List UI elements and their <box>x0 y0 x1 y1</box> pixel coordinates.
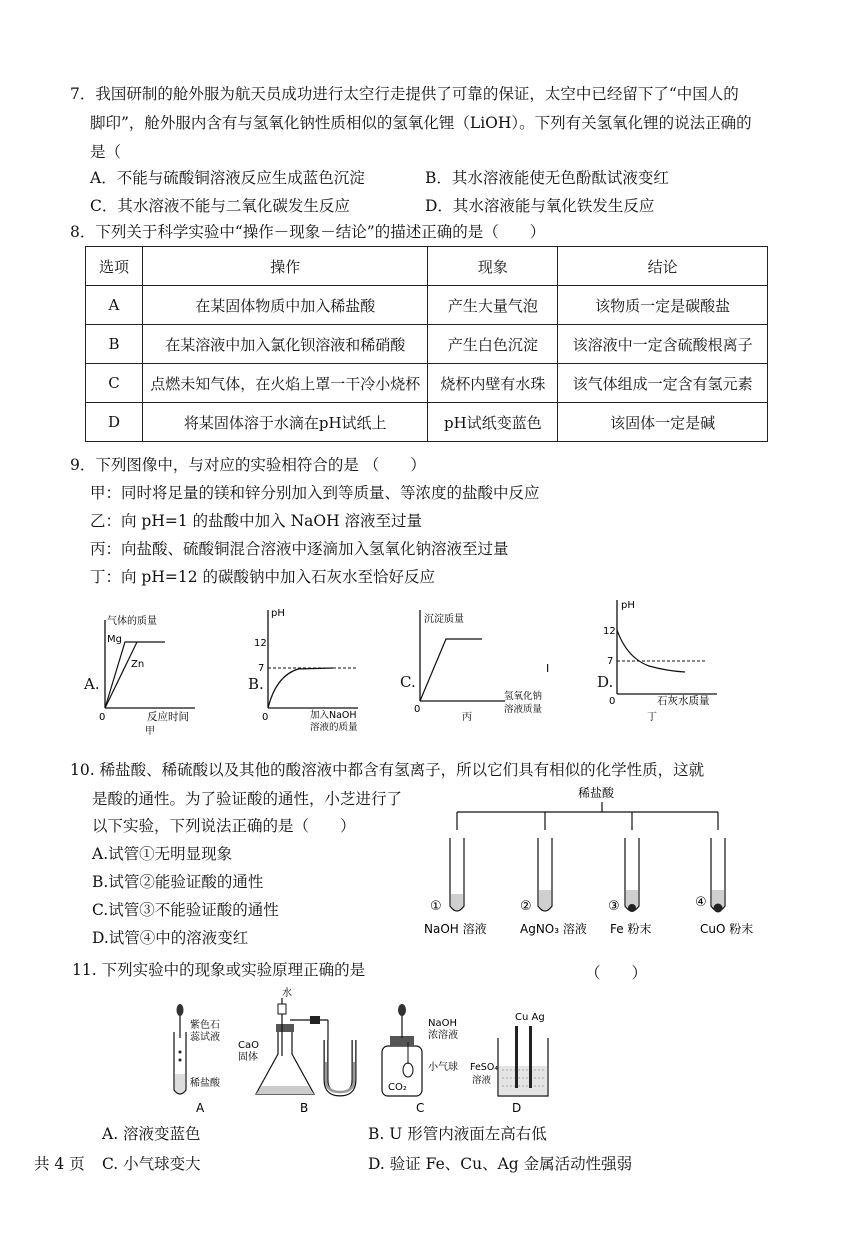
q7-option-c: C．其水溶液不能与二氧化碳发生反应 <box>90 197 350 215</box>
tube-2 <box>538 838 552 911</box>
graph-a-origin: 0 <box>99 712 106 723</box>
header-cell: 现象 <box>428 247 558 286</box>
letter-b: B <box>300 1101 309 1115</box>
graph-d-sub: 丁 <box>647 712 657 723</box>
header-cell: 结论 <box>558 247 768 286</box>
graph-c-ylabel: 沉淀质量 <box>424 614 464 625</box>
graph-c-letter: C. <box>400 673 416 691</box>
graph-a-xlabel: 反应时间 <box>147 711 189 723</box>
litmus-label-1: 紫色石 <box>190 1020 220 1031</box>
naoh-label-2: 浓溶液 <box>428 1030 458 1041</box>
q7-line3: 是（ <box>90 143 122 161</box>
feso4-label-2: 溶液 <box>472 1075 492 1086</box>
q11-paren: （ ） <box>585 964 648 982</box>
tube-num-2: ② <box>520 899 532 914</box>
q9-stem: 9．下列图像中，与对应的实验相符合的是 （ ） <box>70 456 426 474</box>
table-cell: D <box>86 403 143 442</box>
graph-d-ylabel: pH <box>621 600 635 611</box>
table-header-row <box>86 247 768 286</box>
table-row <box>86 286 768 325</box>
table-cell: 该溶液中一定含硫酸根离子 <box>558 325 768 364</box>
graph-b-xlabel2: 溶液的质量 <box>310 722 358 733</box>
graph-b-curve <box>268 668 333 708</box>
tube-label-3: Fe 粉末 <box>610 922 652 936</box>
q11-apparatus <box>150 990 570 1120</box>
q10-line1: 10. 稀盐酸、稀硫酸以及其他的酸溶液中都含有氢离子，所以它们具有相似的化学性质，这就 <box>70 761 705 779</box>
table-cell: B <box>86 325 143 364</box>
graph-b-letter: B. <box>248 675 264 693</box>
q10-apparatus <box>420 782 780 942</box>
table-row <box>86 325 768 364</box>
graph-d-letter: D. <box>597 673 614 691</box>
table-cell: 点燃未知气体，在火焰上罩一干冷小烧杯 <box>142 364 428 403</box>
graph-d-origin: 0 <box>609 696 616 707</box>
naoh-label-1: NaOH <box>428 1018 457 1029</box>
table-cell: pH试纸变蓝色 <box>428 403 558 442</box>
table-cell: A <box>86 286 143 325</box>
graph-a-letter: A. <box>84 675 100 693</box>
graph-c-sub: 丙 <box>462 712 472 723</box>
hcl-label: 稀盐酸 <box>190 1078 220 1089</box>
q10-option-b: B.试管②能验证酸的通性 <box>92 873 264 891</box>
graph-b-tick7: 7 <box>258 663 265 674</box>
graph-a-zn-line <box>105 642 137 708</box>
water-label: 水 <box>282 988 292 999</box>
q9-jia: 甲：同时将足量的镁和锌分别加入到等质量、等浓度的盐酸中反应 <box>90 484 540 502</box>
tube-4 <box>711 838 725 913</box>
q8-stem: 8．下列关于科学实验中“操作－现象－结论”的描述正确的是（ ） <box>70 223 546 241</box>
graph-a-mg-line <box>105 642 165 708</box>
q9-ding: 丁：向 pH=12 的碳酸钠中加入石灰水至恰好反应 <box>90 568 436 586</box>
graph-c-line <box>420 639 482 701</box>
q7-option-b: B．其水溶液能使无色酚酞试液变红 <box>425 169 669 187</box>
tube-num-4: ④ <box>695 895 707 910</box>
q9-yi: 乙：向 pH=1 的盐酸中加入 NaOH 溶液至过量 <box>90 512 423 530</box>
litmus-label-2: 蕊试液 <box>190 1032 220 1043</box>
graph-c-origin: 0 <box>414 704 421 715</box>
tube-label-2: AgNO₃ 溶液 <box>520 922 587 936</box>
graph-d-xlabel: 石灰水质量 <box>657 695 710 707</box>
graph-d-tick12: 12 <box>603 626 616 637</box>
table-cell: 产生大量气泡 <box>428 286 558 325</box>
q8-table <box>85 246 768 442</box>
tube-num-3: ③ <box>608 899 620 914</box>
balloon-label: 小气球 <box>428 1062 458 1073</box>
q11-option-d: D. 验证 Fe、Cu、Ag 金属活动性强弱 <box>368 1155 633 1173</box>
table-cell: 该固体一定是碱 <box>558 403 768 442</box>
graph-c-mark: I <box>546 662 550 675</box>
graph-c-xlabel1: 氢氧化钠 <box>504 691 543 702</box>
q10-option-a: A.试管①无明显现象 <box>92 845 233 863</box>
co2-label: CO₂ <box>388 1082 407 1093</box>
table-row <box>86 364 768 403</box>
q10-option-d: D.试管④中的溶液变红 <box>92 929 249 947</box>
header-cell: 操作 <box>142 247 428 286</box>
letter-c: C <box>416 1101 425 1115</box>
graph-a <box>95 612 205 737</box>
graph-b <box>254 606 368 733</box>
q11-option-b: B. U 形管内液面左高右低 <box>368 1125 547 1143</box>
header-cell: 选项 <box>86 247 143 286</box>
graph-a-mg-label: Mg <box>107 634 122 645</box>
q10-option-c: C.试管③不能验证酸的通性 <box>92 901 279 919</box>
tube-3 <box>625 838 639 912</box>
q10-line2: 是酸的通性。为了验证酸的通性，小芝进行了 <box>92 790 403 808</box>
feso4-label-1: FeSO₄ <box>470 1062 499 1073</box>
table-cell: 该气体组成一定含有氢元素 <box>558 364 768 403</box>
graph-a-ylabel: 气体的质量 <box>107 616 157 627</box>
graph-d-tick7: 7 <box>607 656 614 667</box>
q11-option-a: A. 溶液变蓝色 <box>102 1125 201 1143</box>
table-cell: 该物质一定是碳酸盐 <box>558 286 768 325</box>
graph-b-origin: 0 <box>262 712 269 723</box>
graph-c-xlabel2: 溶液质量 <box>504 704 543 715</box>
q7-option-d: D．其水溶液能与氧化铁发生反应 <box>425 197 655 215</box>
letter-a: A <box>196 1101 205 1115</box>
cao-label-2: 固体 <box>238 1052 258 1063</box>
table-row <box>86 403 768 442</box>
page-footer: 共 4 页 <box>34 1155 85 1173</box>
metals-label: Cu Ag <box>515 1012 545 1023</box>
q11-stem: 11. 下列实验中的现象或实验原理正确的是 <box>72 961 366 979</box>
tube-1 <box>450 838 464 911</box>
apparatus-a <box>174 1004 186 1094</box>
table-cell: 在某溶液中加入氯化钡溶液和稀硝酸 <box>142 325 428 364</box>
graph-d-curve <box>617 630 685 672</box>
q10-line3: 以下实验，下列说法正确的是（ ） <box>92 817 356 835</box>
graph-d <box>603 596 727 728</box>
table-cell: 烧杯内壁有水珠 <box>428 364 558 403</box>
letter-d: D <box>512 1101 522 1115</box>
tube-num-1: ① <box>430 899 442 914</box>
q7-line1: 7．我国研制的舱外服为航天员成功进行太空行走提供了可靠的保证，太空中已经留下了“中国人的 <box>70 85 739 103</box>
graph-c <box>410 606 560 730</box>
table-cell: 在某固体物质中加入稀盐酸 <box>142 286 428 325</box>
table-cell: 产生白色沉淀 <box>428 325 558 364</box>
tube-label-1: NaOH 溶液 <box>424 922 487 936</box>
apparatus-b <box>256 998 354 1094</box>
graph-a-zn-label: Zn <box>131 659 145 670</box>
table-cell: C <box>86 364 143 403</box>
q7-option-a: A．不能与硫酸铜溶液反应生成蓝色沉淀 <box>90 169 365 187</box>
tube-label-4: CuO 粉末 <box>700 922 754 936</box>
graph-b-xlabel1: 加入NaOH <box>310 710 357 721</box>
cao-label-1: CaO <box>238 1040 259 1051</box>
acid-label: 稀盐酸 <box>578 786 615 800</box>
q7-line2: 脚印”，舱外服内含有与氢氧化钠性质相似的氢氧化锂（LiOH）。下列有关氢氧化锂的说法正确的 <box>90 114 752 132</box>
apparatus-d <box>498 1026 548 1096</box>
q9-bing: 丙：向盐酸、硫酸铜混合溶液中逐滴加入氢氧化钠溶液至过量 <box>90 540 509 558</box>
graph-a-sub: 甲 <box>145 726 155 737</box>
table-cell: 将某固体溶于水滴在pH试纸上 <box>142 403 428 442</box>
graph-b-ylabel: pH <box>271 608 285 619</box>
graph-b-tick12: 12 <box>254 638 267 649</box>
q11-option-c: C. 小气球变大 <box>102 1155 201 1173</box>
